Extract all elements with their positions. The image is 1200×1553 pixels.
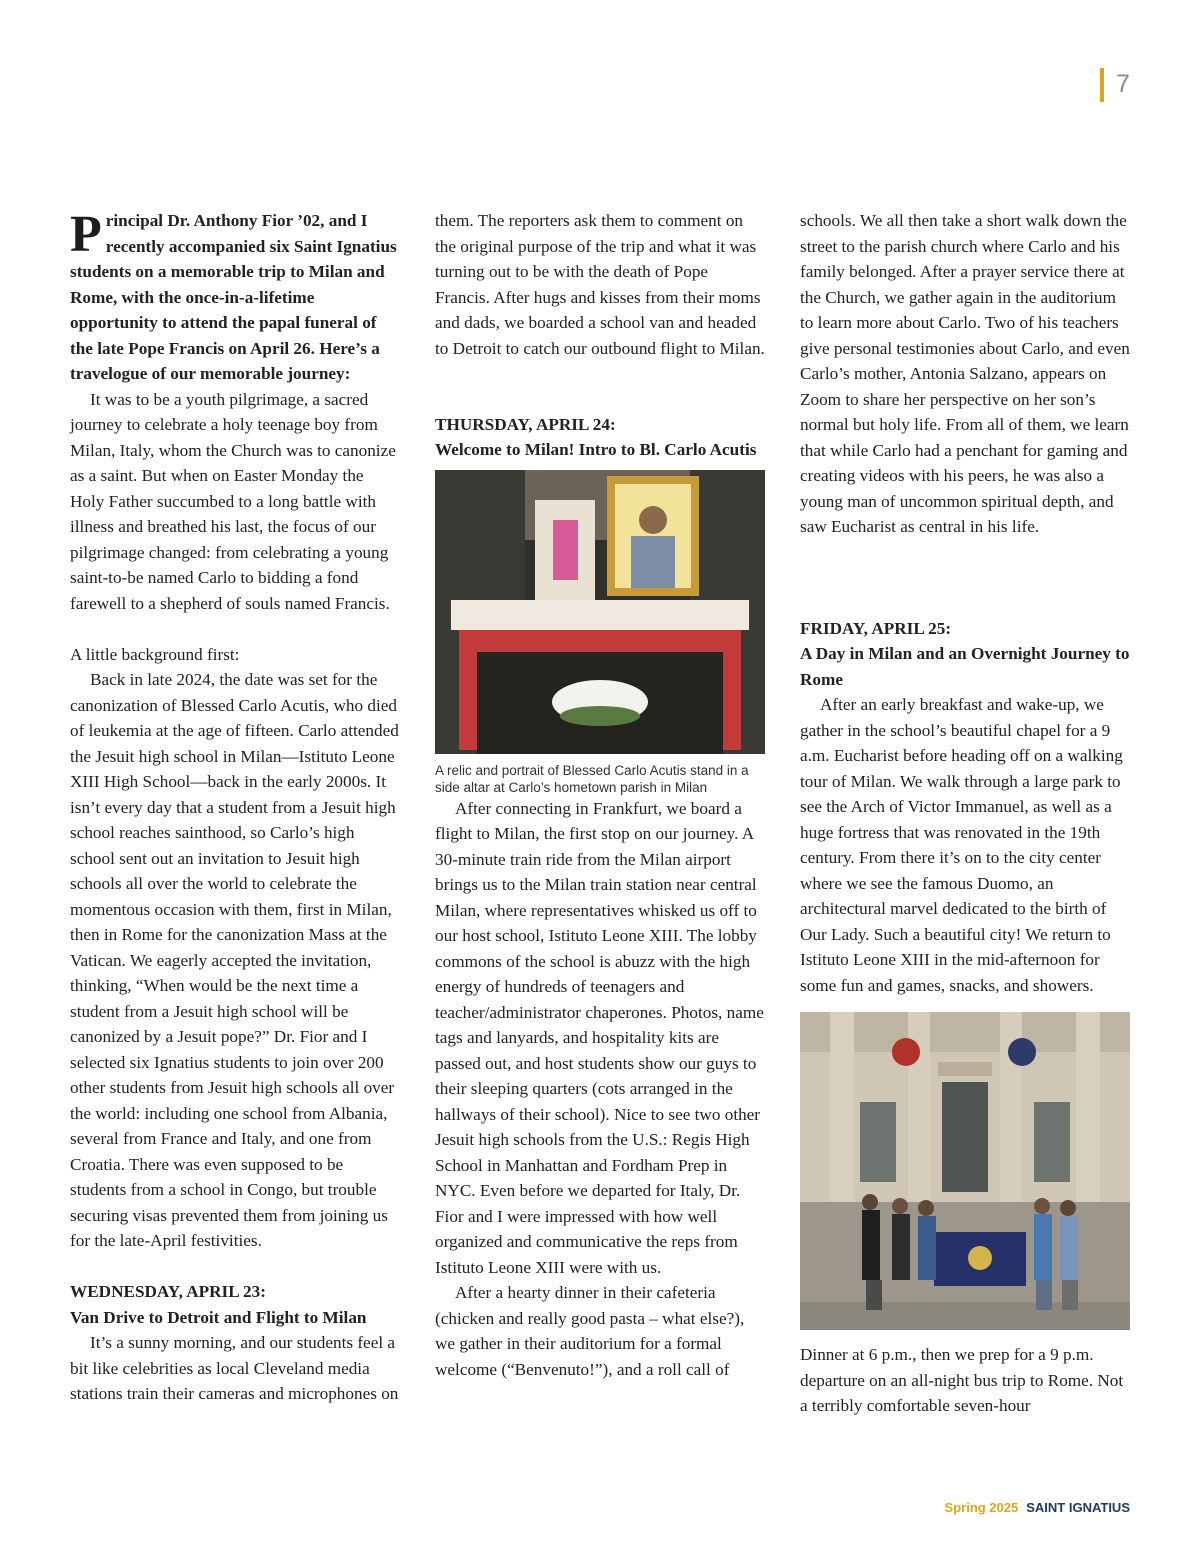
photo-caption: A relic and portrait of Blessed Carlo Acutis stand in a side altar at Carlo’s hometown parish in Milan (435, 762, 749, 795)
issue-season: Spring 2025 (944, 1500, 1019, 1515)
body-paragraph-continued: Dinner at 6 p.m., then we prep for a 9 p.m. departure on an all-night bus trip to Rome. Not a terribly comfortable seven-hour (800, 1345, 1124, 1415)
section-date-friday: FRIDAY, APRIL 25: (800, 618, 952, 638)
section-date-wednesday: WEDNESDAY, APRIL 23: (70, 1282, 266, 1301)
body-paragraph: It’s a sunny morning, and our students feel a bit like celebrities as local Cleveland media stations train their cameras and microphones on (70, 1333, 399, 1403)
section-date-thursday: THURSDAY, APRIL 24: (435, 414, 616, 434)
column-3 (800, 208, 1132, 1444)
page-footer (945, 1500, 1130, 1515)
body-paragraph: It was to be a youth pilgrimage, a sacred journey to celebrate a holy teenage boy from Milan, Italy, whom the Church was to canonize as a saint. But when on Easter Monday the Holy Father succumbed to a long battle with illness and breathed his last, the focus of our pilgrimage changed: from celebrating a young saint-to-be named Carlo to bidding a fond farewell to a shepherd of souls named Francis. (70, 389, 396, 613)
body-paragraph-continued: them. The reporters ask them to comment on the original purpose of the trip and what it was turning out to be with the death of Pope Francis. After hugs and kisses from their moms and dads, we boarded a school van and headed to Detroit to catch our outbound flight to Milan. (435, 211, 765, 358)
section-title-thursday: Welcome to Milan! Intro to Bl. Carlo Acutis (435, 440, 757, 459)
column-2 (435, 208, 767, 1382)
group-church-photo (800, 1012, 1130, 1330)
section-title-wednesday: Van Drive to Detroit and Flight to Milan (70, 1307, 367, 1327)
intro-paragraph (70, 208, 402, 387)
body-paragraph-continued: schools. We all then take a short walk down the street to the parish church where Carlo and his family belonged. After a prayer service there at the Church, we gather again in the auditorium to learn more about Carlo. Two of his teachers give personal testimonies about Carlo, and even Carlo’s mother, Antonia Salzano, appears on Zoom to share her perspective on her son’s normal but holy life. From all of them, we learn that while Carlo had a penchant for gaming and creating videos with his peers, he was also a young man of uncommon spiritual depth, and saw Eucharist as central in his life. (800, 211, 1130, 536)
page-number: 7 (1100, 68, 1130, 102)
altar-portrait-photo (435, 470, 765, 754)
body-paragraph: After connecting in Frankfurt, we board a flight to Milan, the first stop on our journey. A 30-minute train ride from the Milan airport brings us to the Milan train station near central Milan, where representatives whisked us off to our host school, Istituto Leone XIII. The lobby commons of the school is abuzz with the high energy of hundreds of teenagers and teacher/administrator chaperones. Photos, name tags and lanyards, and hospitality kits are passed out, and host students show our guys to their sleeping quarters (cots arranged in the hallways of their school). Nice to see two other Jesuit high schools from the U.S.: Regis High School in Manhattan and Fordham Prep in NYC. Even before we departed for Italy, Dr. Fior and I were impressed with how well organized and communicative the reps from Istituto Leone XIII were with us. (435, 798, 764, 1277)
publication-name: SAINT IGNATIUS (1026, 1500, 1130, 1515)
body-paragraph: A little background first: (70, 644, 240, 664)
body-paragraph: After an early breakfast and wake-up, we gather in the school’s beautiful chapel for a 9 a.m. Eucharist before heading off on a walking tour of Milan. We walk through a large park to see the Arch of Victor Immanuel, as well as a huge fortress that was renovated in the 19th century. From there it’s on to the city center where we see the famous Duomo, an architectural marvel dedicated to the birth of Our Lady. Such a beautiful city! We return to Istituto Leone XIII in the mid-afternoon for some fun and games, snacks, and showers. (800, 695, 1123, 995)
intro-text: rincipal Dr. Anthony Fior ’02, and I recently accompanied six Saint Ignatius students on a memorable trip to Milan and Rome, with the once-in-a-lifetime opportunity to attend the papal funeral of the late Pope Francis on April 26. Here’s a travelogue of our memorable journey: (70, 211, 397, 383)
body-paragraph: After a hearty dinner in their cafeteria (chicken and really good pasta – what else?), we gather in their auditorium for a formal welcome (“Benvenuto!”), and a roll call of (435, 1283, 745, 1379)
body-paragraph: Back in late 2024, the date was set for the canonization of Blessed Carlo Acutis, who died of leukemia at the age of fifteen. Carlo attended the Jesuit high school in Milan—Istituto Leone XIII High School—back in the early 2000s. It isn’t every day that a student from a Jesuit high school reaches sainthood, so Carlo’s high school sent out an invitation to Jesuit high schools all over the world to celebrate the momentous occasion with them, first in Milan, then in Rome for the canonization Mass at the Vatican. We eagerly accepted the invitation, thinking, “When would be the next time a student from a Jesuit high school will be canonized by a Jesuit pope?” Dr. Fior and I selected six Ignatius students to join over 200 other students from Jesuit high schools all over the world: including one school from Albania, several from France and Italy, and one from Croatia. There was even supposed to be students from a school in Congo, but trouble securing visas prevented them from joining us for the late-April festivities. (70, 670, 399, 1250)
drop-cap: P (70, 206, 102, 263)
section-title-friday: A Day in Milan and an Overnight Journey to Rome (800, 644, 1130, 689)
column-1 (70, 208, 402, 1406)
